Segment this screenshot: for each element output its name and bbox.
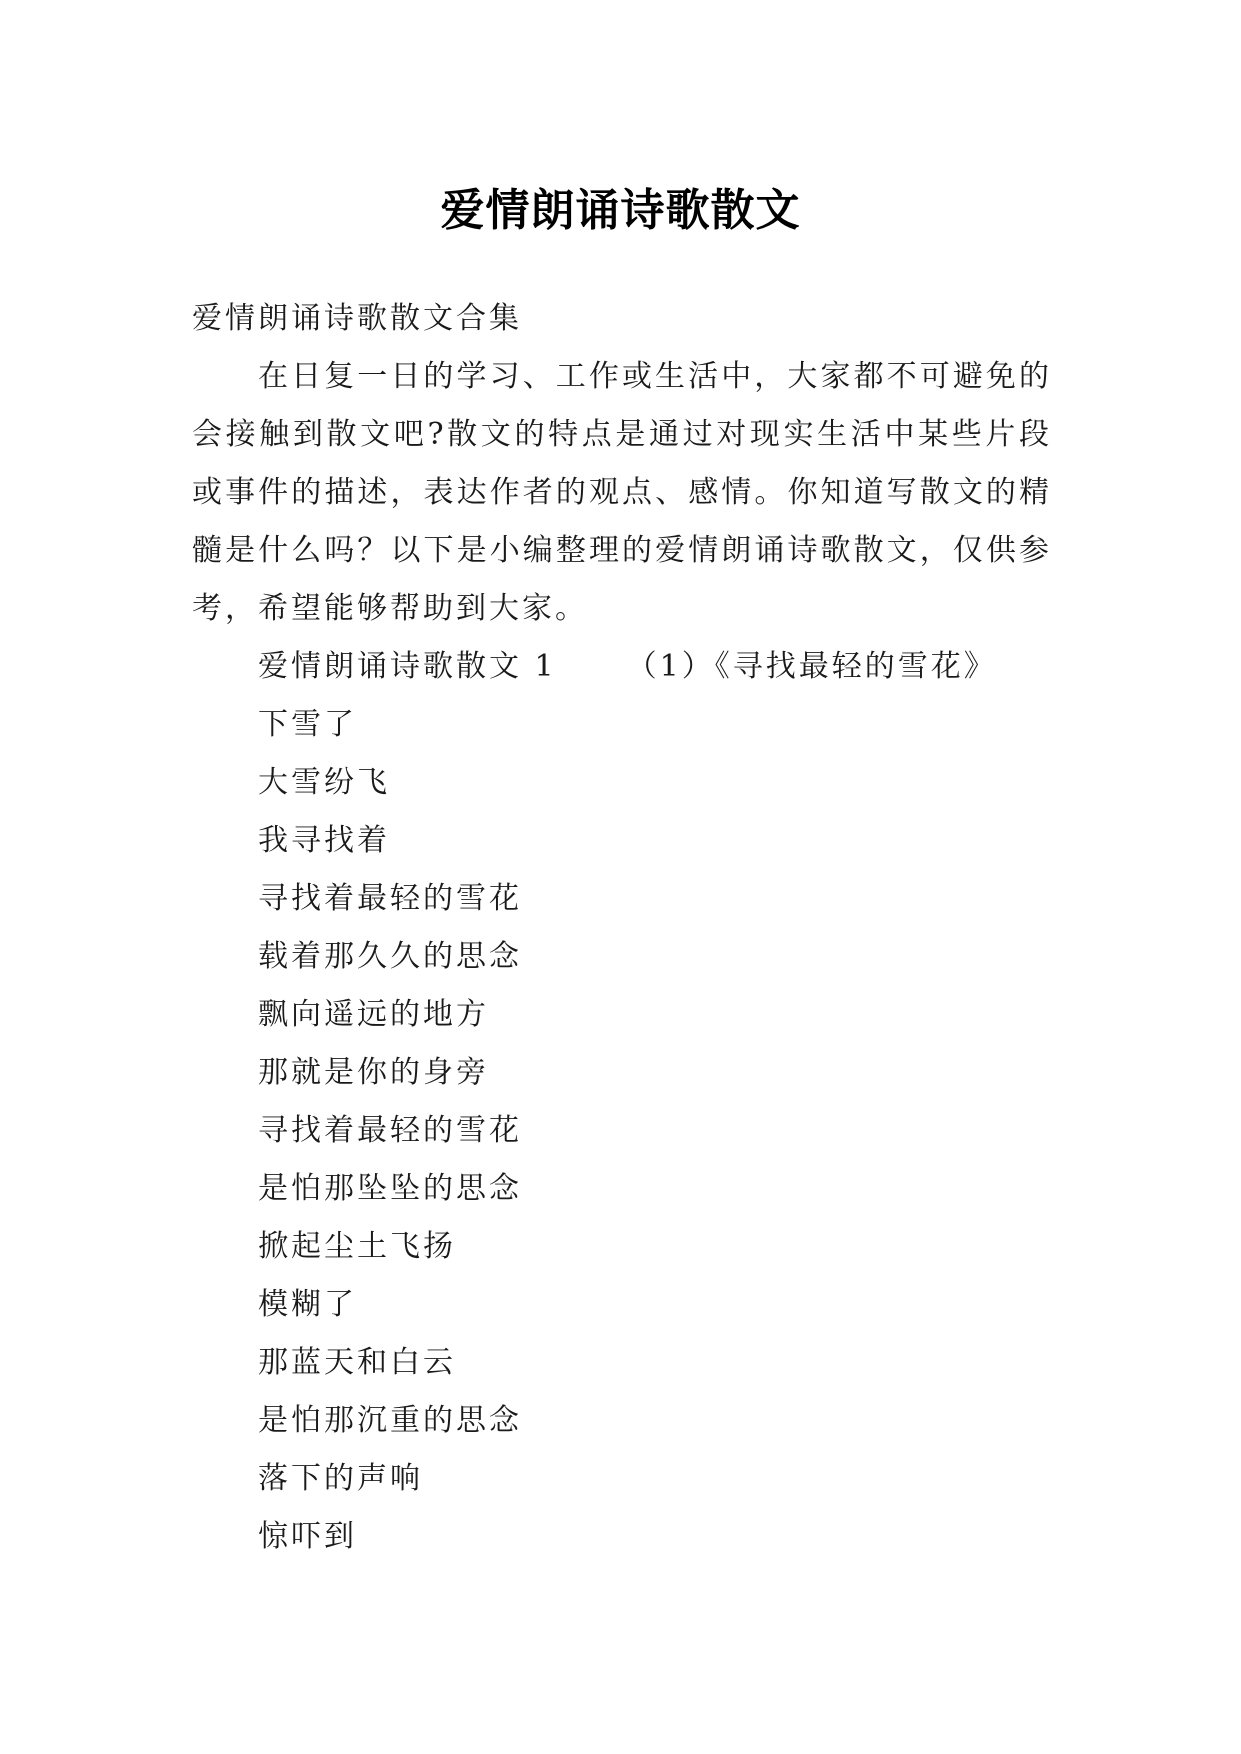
poem-line: 那蓝天和白云 (258, 1345, 456, 1380)
poem-line: 下雪了 (258, 707, 357, 742)
section-heading (192, 638, 1052, 696)
poem-title: （1）《寻找最轻的雪花》 (626, 649, 997, 684)
poem-line: 落下的声响 (258, 1461, 423, 1496)
document-title: 爱情朗诵诗歌散文 (440, 185, 801, 237)
poem-line: 寻找着最轻的雪花 (258, 1113, 522, 1148)
poem-line: 模糊了 (258, 1287, 357, 1322)
poem-line: 那就是你的身旁 (258, 1055, 489, 1090)
section-label: 爱情朗诵诗歌散文 1 (258, 649, 557, 684)
poem-lines (192, 696, 1052, 1566)
poem-line: 惊吓到 (258, 1519, 357, 1554)
poem-line: 大雪纷飞 (258, 765, 390, 800)
poem-line: 载着那久久的思念 (258, 939, 522, 974)
intro-paragraph: 在日复一日的学习、工作或生活中，大家都不可避免的会接触到散文吧?散文的特点是通过对现实生活中某些片段或事件的描述，表达作者的观点、感情。你知道写散文的精髓是什么吗？以下是小编整理的爱情朗诵诗歌散文，仅供参考，希望能够帮助到大家。 (192, 359, 1052, 626)
poem-line: 寻找着最轻的雪花 (258, 881, 522, 916)
document-body (192, 290, 1052, 1566)
document-subtitle: 爱情朗诵诗歌散文合集 (192, 301, 522, 336)
poem-line: 我寻找着 (258, 823, 390, 858)
poem-line: 是怕那坠坠的思念 (258, 1171, 522, 1206)
poem-line: 掀起尘土飞扬 (258, 1229, 456, 1264)
poem-line: 飘向遥远的地方 (258, 997, 489, 1032)
poem-line: 是怕那沉重的思念 (258, 1403, 522, 1438)
